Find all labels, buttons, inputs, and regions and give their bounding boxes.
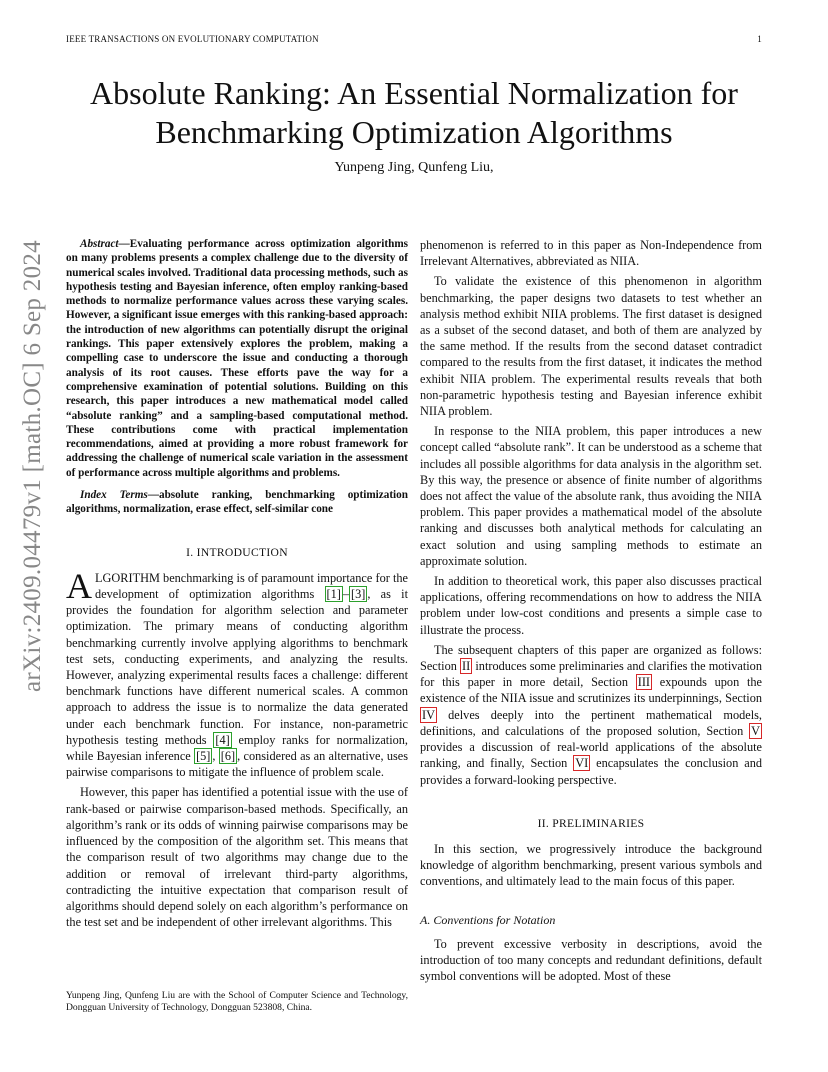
index-terms-label: Index Terms xyxy=(80,489,148,502)
section-link[interactable]: VI xyxy=(575,756,589,771)
intro-paragraph-1: ALGORITHM benchmarking is of paramount importance for the development of optimization algorithms [1] – [3] , as it provides the foundation for algorithm selection and parameter optimization. The primary means of conducting algorithm benchmarking currently involve applying algorithms to benchmark test sets, conducting experiments, and analyzing the results. However, analyzing experimental results faces a challenge: different benchmark functions have different numerical scales. A common approach to address the issue is to normalize the data generated under each benchmark function. For instance, non-parametric hypothesis testing methods [4] employ ranks for normalization, while Bayesian inference [5] , [6] , considered as an alternative, uses pairwise comparisons to mitigate the influence of problem scale. xyxy=(66,565,409,780)
page-number: 1 xyxy=(757,34,762,44)
journal-name: IEEE TRANSACTIONS ON EVOLUTIONARY COMPUTATION xyxy=(66,34,319,44)
subsection-heading-notation: A. Conventions for Notation xyxy=(420,912,556,927)
section-heading-introduction: I. INTRODUCTION xyxy=(186,545,288,559)
abstract-label: Abstract xyxy=(80,238,119,250)
section-link[interactable]: III xyxy=(637,675,651,690)
index-terms-text: —absolute ranking, benchmarking optimization algorithms, normalization, erase effect, self-similar cone xyxy=(66,489,408,516)
intro-paragraph-2: However, this paper has identified a potential issue with the use of rank-based or pairwise comparison-based methods. Specifically, an algorithm’s rank or its odds of winning pairwise comparisons may be influenced by the composition of the algorithm set. This means that the comparison result of two algorithms may change due to the addition or removal of irrelevant third-party algorithms, contradicting the intuitive expectation that comparison result of algorithms should depend solely on each algorithm’s performance on the test set and be independent of other irrelevant algorithms. This xyxy=(66,785,408,930)
intro-paragraph-4: In response to the NIIA problem, this paper introduces a new concept called “absolute rank”. It can be understood as a scheme that includes all possible algorithms for data analysis in the algorithm set. By this way, the presence or absence of finite number of algorithms does not affect the value of the absolute rank, thus avoiding the NIIA problem. This paper provides a mathematical model of the absolute ranking and discusses both analytical methods for calculating an exact solution and using sampling methods to estimate an approximate solution. xyxy=(420,424,762,568)
citation-link[interactable]: [4] xyxy=(215,732,230,747)
section-link[interactable]: IV xyxy=(422,707,435,722)
arxiv-side-identifier xyxy=(8,240,58,692)
index-terms xyxy=(66,488,408,517)
drop-cap: A xyxy=(66,565,92,606)
intro-paragraph-6: The subsequent chapters of this paper are organized as follows: Section II introduces some preliminaries and clarifies the motivation for this paper in more detail, Section III expounds upon the existence of the NIIA issue and scrutinizes its underpinnings, Section IV delves deeply into the pertinent mathematical models, definitions, and calculations of the proposed solution, Section V provides a discussion of real-world applications of the absolute ranking, and finally, Section VI encapsulates the conclusion and provides a forward-looking perspective. xyxy=(420,642,762,787)
right-column xyxy=(420,237,762,984)
citation-link[interactable]: [3] xyxy=(351,587,366,602)
section-link[interactable]: II xyxy=(462,659,471,674)
intro-paragraph-2-continued: phenomenon is referred to in this paper as Non-Independence from Irrelevant Alternatives, abbreviated as NIIA. xyxy=(420,238,762,269)
running-header xyxy=(66,34,762,48)
intro-paragraph-3: To validate the existence of this phenomenon in algorithm benchmarking, the paper designs two datasets to test whether an analysis method exhibit NIIA problems. The first dataset is designed as a subset of the second dataset, and both of them are analyzed by the same method. If the results from the second dataset contradict compared to the results from the first dataset, it indicates the method exhibit NIIA problem. The experimental results reveals that both non-parametric hypothesis testing and Bayesian inference exhibit NIIA problem. xyxy=(420,274,762,419)
abstract xyxy=(66,237,408,480)
citation-link[interactable]: [6] xyxy=(220,749,236,764)
paper-title: Absolute Ranking: An Essential Normalization for Benchmarking Optimization Algorithms xyxy=(90,75,738,150)
intro-paragraph-5: In addition to theoretical work, this paper also discusses practical applications, offering recommendations on how to address the NIIA problem under low-cost conditions and presents a simple case to illustrate the process. xyxy=(420,574,762,637)
author-footnote: Yunpeng Jing, Qunfeng Liu are with the School of Computer Science and Technology, Dongguan University of Technology, Dongguan 523808, China. xyxy=(66,990,408,1013)
arxiv-id-text: arXiv:2409.04479v1 [math.OC] 6 Sep 2024 xyxy=(19,240,46,692)
section-link[interactable]: V xyxy=(751,723,760,738)
notation-paragraph: To prevent excessive verbosity in descriptions, avoid the introduction of too many concepts and redundant definitions, default symbol conventions will be adopted. Most of these xyxy=(420,936,762,984)
paper-authors: Yunpeng Jing, Qunfeng Liu, xyxy=(334,160,494,175)
abstract-text: —Evaluating performance across optimization algorithms on many problems presents a complex challenge due to the diversity of numerical scales involved. Traditional data processing methods, such as hypothesis testing and Bayesian inference, often employ ranking-based methods to normalize performance values across these varying scales. However, a significant issue emerges with this ranking-based approach: the introduction of new algorithms can potentially disrupt the original rankings. This paper extensively explores the problem, making a compelling case to underscore the issue and conducting a thorough analysis of its root causes. These efforts pave the way for a comprehensive examination of potential solutions. Building on this research, this paper introduces a new mathematical model called “absolute ranking” and a sampling-based computational method. These contributions come with practical implementation recommendations, aimed at providing a more robust framework for addressing the challenge of numerical scale variation in the assessment of performance across multiple algorithms and problems. xyxy=(66,238,408,479)
section-heading-preliminaries: II. PRELIMINARIES xyxy=(537,816,645,830)
citation-link[interactable]: [5] xyxy=(196,749,211,764)
left-column xyxy=(66,237,408,930)
preliminaries-paragraph-1: In this section, we progressively introduce the background knowledge of algorithm benchmarking, present various symbols and conventions, and ultimately lead to the main focus of this paper. xyxy=(420,841,762,889)
citation-link[interactable]: [1] xyxy=(326,587,341,602)
